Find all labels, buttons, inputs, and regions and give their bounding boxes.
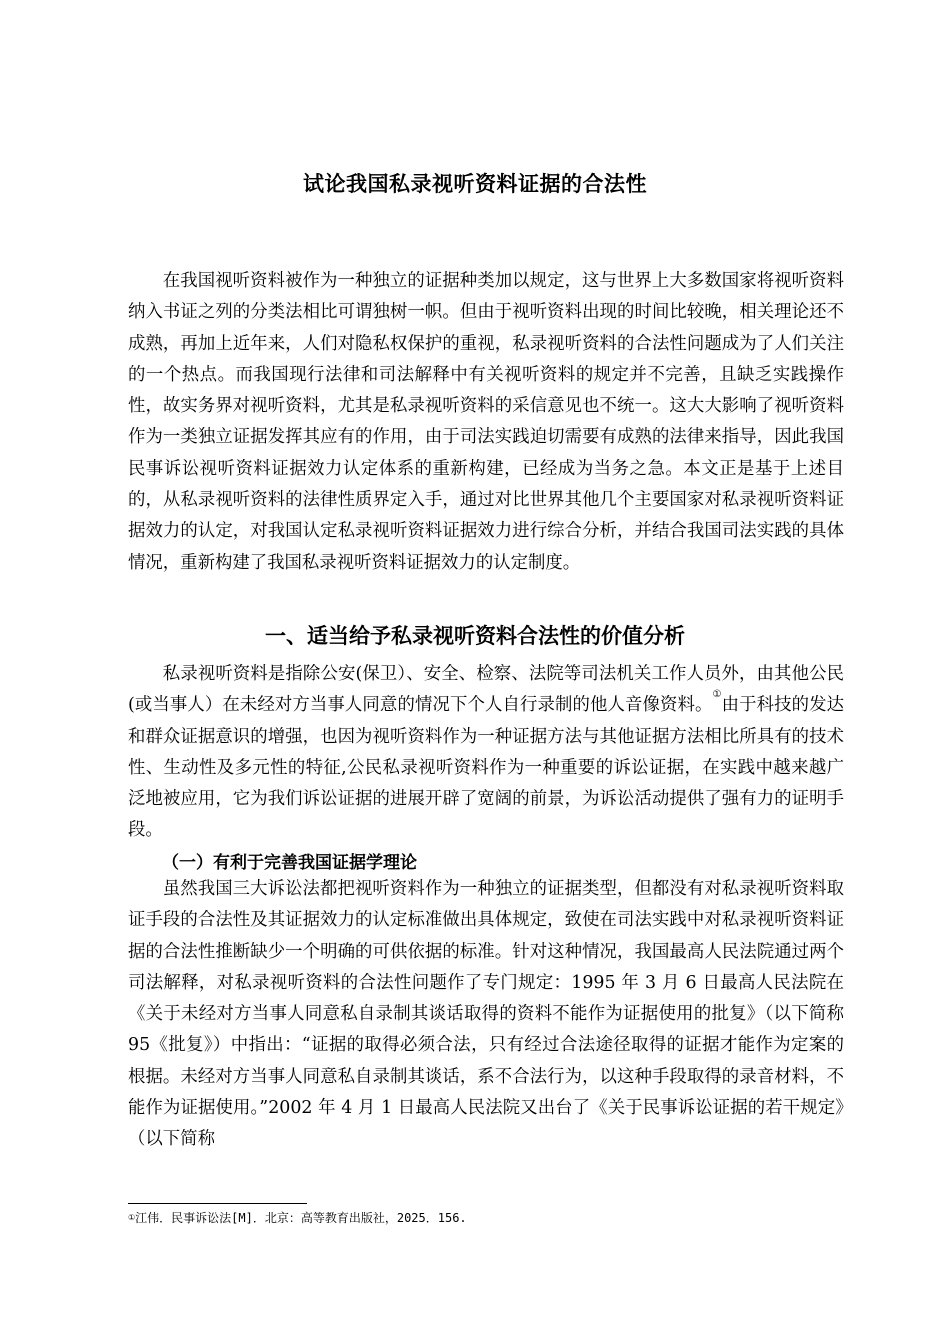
section1-paragraph: [128, 659, 844, 847]
section1-body: [128, 659, 844, 847]
document-title: 试论我国私录视听资料证据的合法性: [303, 172, 647, 196]
footnote-mark: ①: [128, 1213, 136, 1222]
abstract-block: [128, 266, 844, 579]
footnote-text: 江伟．民事诉讼法[M]．北京：高等教育出版社，2025．156.: [135, 1211, 467, 1225]
section1-text-b: 由于科技的发达和群众证据意识的增强，也因为视听资料作为一种证据方法与其他证据方法相比所具有的技术性、生动性及多元性的特征,公民私录视听资料作为一种重要的诉讼证据，在实践中越来越广泛地被应用，它为我们诉讼证据的进展开辟了宽阔的前景，为诉讼活动提供了强有力的证明手段。: [128, 695, 844, 841]
footnote: [128, 1210, 467, 1226]
footnote-separator: [128, 1203, 307, 1204]
subsection1-body: [128, 874, 844, 1156]
footnote-reference: ①: [712, 689, 722, 701]
abstract-paragraph: 在我国视听资料被作为一种独立的证据种类加以规定，这与世界上大多数国家将视听资料纳入书证之列的分类法相比可谓独树一帜。但由于视听资料出现的时间比较晚，相关理论还不成熟，再加上近年来，人们对隐私权保护的重视，私录视听资料的合法性问题成为了人们关注的一个热点。而我国现行法律和司法解释中有关视听资料的规定并不完善，且缺乏实践操作性，故实务界对视听资料，尤其是私录视听资料的采信意见也不统一。这大大影响了视听资料作为一类独立证据发挥其应有的作用，由于司法实践迫切需要有成熟的法律来指导，因此我国民事诉讼视听资料证据效力认定体系的重新构建，已经成为当务之急。本文正是基于上述目的，从私录视听资料的法律性质界定入手，通过对比世界其他几个主要国家对私录视听资料证据效力的认定，对我国认定私录视听资料证据效力进行综合分析，并结合我国司法实践的具体情况，重新构建了我国私录视听资料证据效力的认定制度。: [128, 271, 844, 573]
subsection1-paragraph: 虽然我国三大诉讼法都把视听资料作为一种独立的证据类型，但都没有对私录视听资料取证手段的合法性及其证据效力的认定标准做出具体规定，致使在司法实践中对私录视听资料证据的合法性推断缺少一个明确的可供依据的标准。针对这种情况，我国最高人民法院通过两个司法解释，对私录视听资料的合法性问题作了专门规定：1995 年 3 月 6 日最高人民法院在《关于未经对方当事人同意私自录制其谈话取得的资料不能作为证据使用的批复》（以下简称 95《批复》）中指出：“证据的取得必须合法，只有经过合法途径取得的证据才能作为定案的根据。未经对方当事人同意私自录制其谈话，系不合法行为，以这种手段取得的录音材料，不能作为证据使用。”2002 年 4 月 1 日最高人民法院又出台了《关于民事诉讼证据的若干规定》（以下简称: [128, 879, 844, 1150]
subsection-heading: （一）有利于完善我国证据学理论: [162, 853, 417, 873]
section1-text-a: 私录视听资料是指除公安(保卫）、安全、检察、法院等司法机关工作人员外，由其他公民(或当事人）在未经对方当事人同意的情况下个人自行录制的他人音像资料。: [128, 664, 844, 716]
section-heading: 一、适当给予私录视听资料合法性的价值分析: [265, 624, 685, 648]
